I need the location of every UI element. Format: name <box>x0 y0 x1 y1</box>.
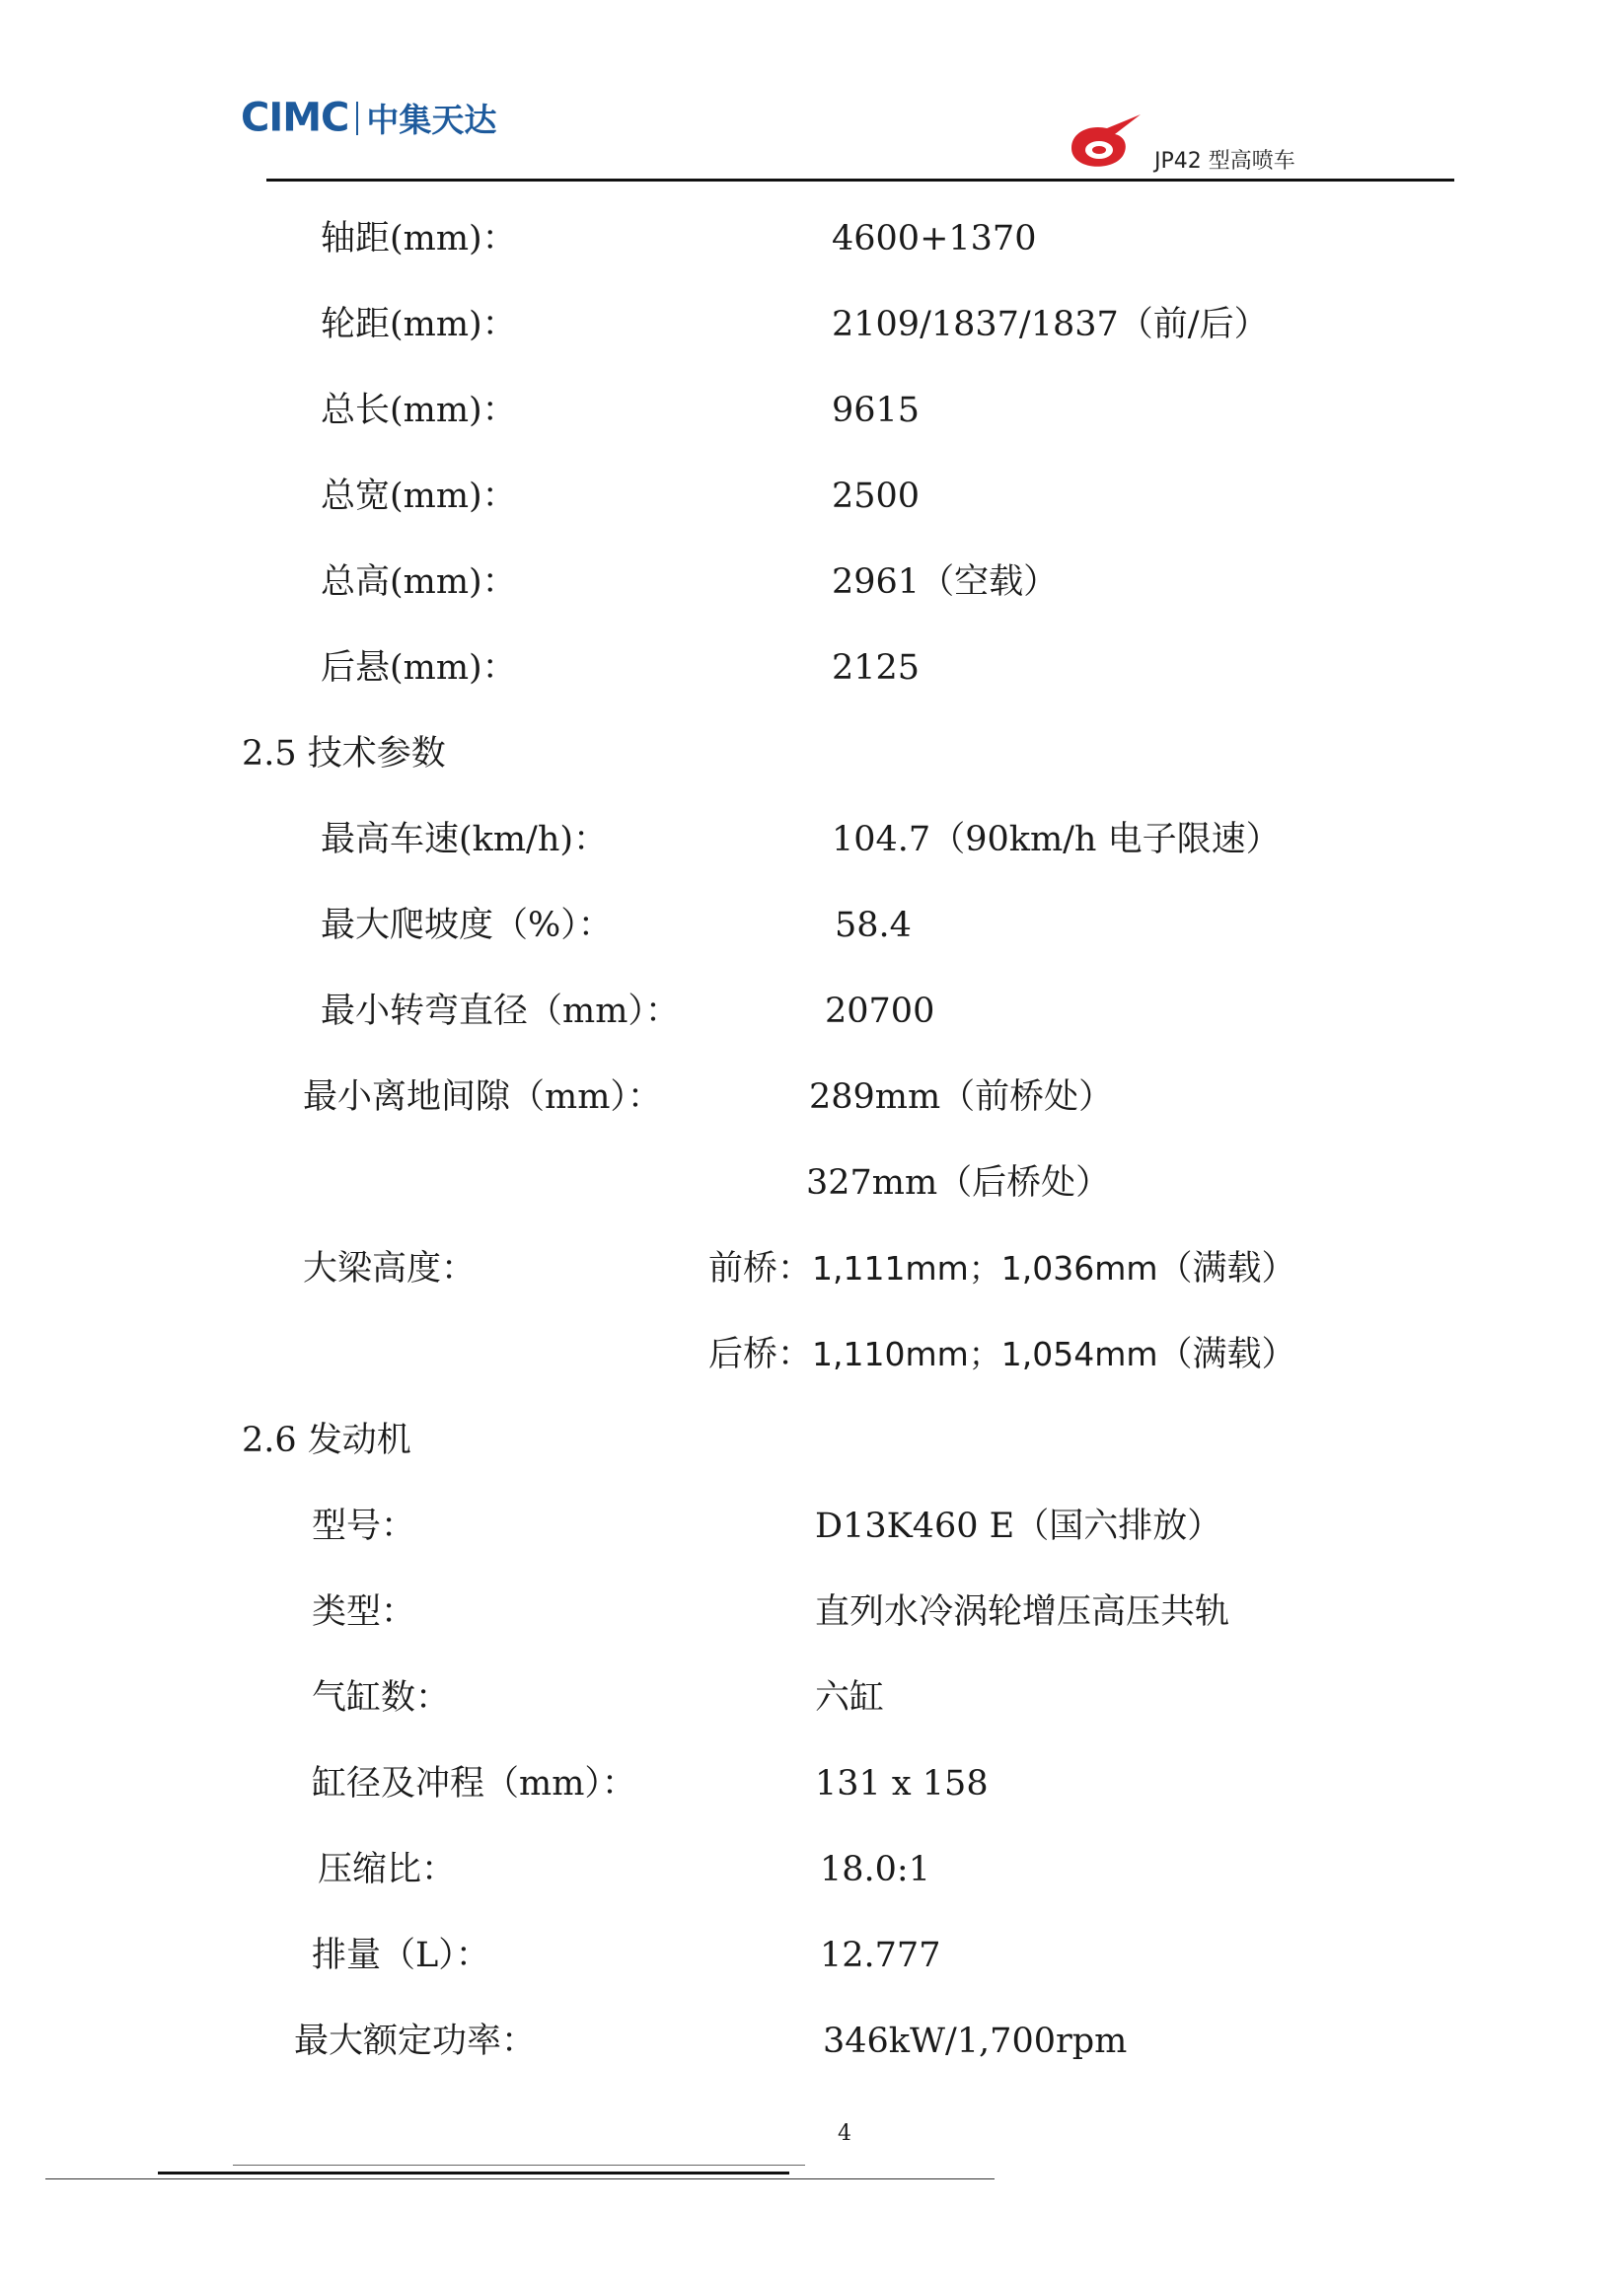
section-heading-2-5: 2.5 技术参数 <box>242 734 446 774</box>
beam-front-value: 1,111mm；1,036mm <box>812 1249 1158 1288</box>
tech-label: 最高车速(km/h)： <box>321 820 609 859</box>
beam-height-rear <box>708 1333 1296 1376</box>
beam-rear-prefix: 后桥： <box>708 1335 813 1374</box>
engine-value: 18.0:1 <box>820 1850 930 1889</box>
logo-divider <box>356 102 358 135</box>
dim-label: 后悬(mm)： <box>321 648 517 688</box>
brand-cn: 中集天达 <box>366 101 497 139</box>
tech-value-secondary: 327mm（后桥处） <box>806 1163 1111 1203</box>
engine-value: D13K460 E（国六排放） <box>815 1507 1222 1546</box>
engine-value: 六缸 <box>815 1678 885 1718</box>
dim-label: 轴距(mm)： <box>321 219 517 258</box>
engine-label: 型号： <box>312 1507 416 1546</box>
dim-value: 2500 <box>832 477 921 516</box>
engine-value: 131 x 158 <box>815 1764 989 1804</box>
model-name: JP42 型高喷车 <box>1154 149 1295 174</box>
engine-value: 12.777 <box>820 1936 941 1975</box>
tech-value: 104.7（90km/h 电子限速） <box>832 820 1281 859</box>
page-number: 4 <box>838 2121 851 2146</box>
dim-label: 轮距(mm)： <box>321 305 517 344</box>
company-logo <box>241 95 496 140</box>
tech-value: 20700 <box>825 992 935 1031</box>
beam-front-suffix: （满载） <box>1157 1249 1296 1289</box>
beam-rear-suffix: （满载） <box>1157 1335 1296 1374</box>
product-emblem-icon <box>1064 111 1148 172</box>
beam-height-front <box>708 1247 1296 1290</box>
tech-label: 最小转弯直径（mm）： <box>321 992 680 1031</box>
dim-label: 总长(mm)： <box>321 391 517 430</box>
engine-value: 346kW/1,700rpm <box>823 2022 1128 2061</box>
footer-rule <box>158 2172 789 2174</box>
dim-value: 2125 <box>832 648 921 688</box>
section-heading-2-6: 2.6 发动机 <box>242 1421 411 1460</box>
engine-label: 气缸数： <box>312 1678 451 1718</box>
tech-value: 58.4 <box>835 906 912 945</box>
tech-value: 289mm（前桥处） <box>809 1077 1114 1117</box>
beam-rear-value: 1,110mm；1,054mm <box>812 1335 1158 1373</box>
engine-label: 压缩比： <box>318 1850 457 1889</box>
engine-label: 最大额定功率： <box>294 2022 537 2061</box>
engine-label: 缸径及冲程（mm）： <box>312 1764 636 1804</box>
engine-label: 排量（L）： <box>312 1936 490 1975</box>
dim-value: 2961（空载） <box>832 562 1059 602</box>
dim-label: 总宽(mm)： <box>321 477 517 516</box>
dim-value: 4600+1370 <box>832 219 1037 258</box>
footer-rule <box>233 2165 805 2166</box>
beam-height-label: 大梁高度： <box>303 1249 477 1289</box>
dim-value: 9615 <box>832 391 921 430</box>
brand-latin: CIMC <box>241 95 349 141</box>
tech-label: 最大爬坡度（%）： <box>321 906 613 945</box>
header-divider <box>266 179 1454 182</box>
engine-label: 类型： <box>312 1592 416 1632</box>
dim-value: 2109/1837/1837（前/后） <box>832 305 1269 344</box>
tech-label: 最小离地间隙（mm）： <box>303 1077 662 1117</box>
beam-front-prefix: 前桥： <box>708 1249 813 1289</box>
dim-label: 总高(mm)： <box>321 562 517 602</box>
footer-rule <box>45 2178 995 2179</box>
engine-value: 直列水冷涡轮增压高压共轨 <box>815 1592 1230 1632</box>
